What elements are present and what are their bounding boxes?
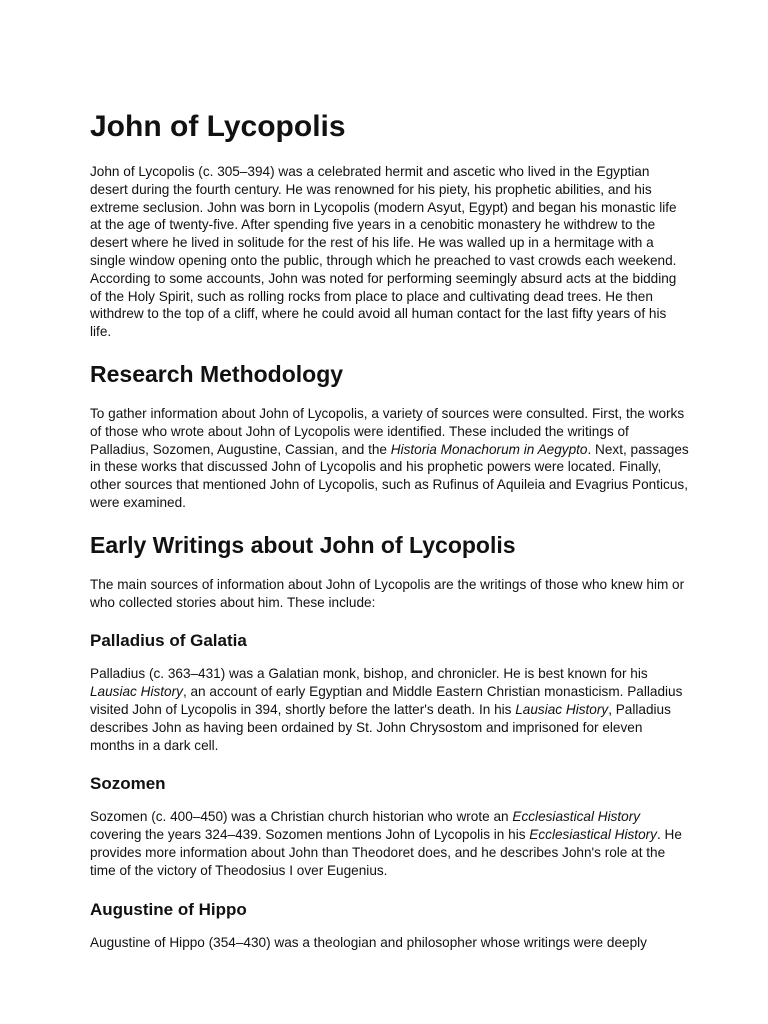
- lausiac-title-2: Lausiac History: [515, 701, 609, 717]
- section-heading-methodology: Research Methodology: [90, 360, 344, 387]
- early-writings-paragraph: The main sources of information about John of Lycopolis are the writings of those who knew him or who collected stories about him. These include:: [90, 576, 685, 610]
- page-title: John of Lycopolis: [90, 110, 346, 143]
- sozomen-text-b: covering the years 324–439. Sozomen mentions John of Lycopolis in his: [90, 827, 530, 843]
- sozomen-paragraph: [90, 808, 690, 879]
- section-heading-early-writings: Early Writings about John of Lycopolis: [90, 531, 516, 558]
- methodology-text-a: To gather information about John of Lycopolis, a variety of sources were consulted. First, the works of those who wrote about John of Lycopolis were identified. These included the writings of Palladius, Sozomen, Augustine, Cassian, and the: [90, 405, 685, 457]
- methodology-paragraph: [90, 405, 690, 512]
- palladius-paragraph: [90, 665, 690, 754]
- subsection-heading-palladius: Palladius of Galatia: [90, 631, 247, 651]
- subsection-heading-sozomen: Sozomen: [90, 774, 166, 794]
- article-body: [90, 106, 690, 969]
- sozomen-text-a: Sozomen (c. 400–450) was a Christian church historian who wrote an: [90, 809, 513, 825]
- subsection-heading-augustine: Augustine of Hippo: [90, 899, 247, 919]
- augustine-paragraph: Augustine of Hippo (354–430) was a theologian and philosopher whose writings were deeply: [90, 934, 647, 950]
- methodology-text-b: . Next, passages in these works that discussed John of Lycopolis and his prophetic powers were located. Finally, other sources that mentioned John of Lycopolis, such as Rufinus of Aquileia and Evagrius Ponticus, were examined.: [90, 441, 689, 510]
- ecclesiastical-title-2: Ecclesiastical History: [529, 827, 657, 843]
- intro-paragraph: John of Lycopolis (c. 305–394) was a celebrated hermit and ascetic who lived in the Egyptian desert during the fourth century. He was renowned for his piety, his prophetic abilities, and his extreme seclusion. John was born in Lycopolis (modern Asyut, Egypt) and began his monastic life at the age of twenty-five. After spending five years in a cenobitic monastery he withdrew to the desert where he lived in solitude for the rest of his life. He was walled up in a hermitage with a single window opening onto the public, through which he preached to vast crowds each weekend. According to some accounts, John was noted for performing seemingly absurd acts at the bidding of the Holy Spirit, such as rolling rocks from place to place and cultivating dead trees. He then withdrew to the top of a cliff, where he could avoid all human contact for the last fifty years of his life.: [90, 164, 677, 340]
- palladius-text-c: , Palladius describes John as having been ordained by St. John Chrysostom and imprisoned for eleven months in a dark cell.: [90, 701, 671, 753]
- historia-title: Historia Monachorum in Aegypto: [390, 441, 588, 457]
- sozomen-text-c: . He provides more information about John than Theodoret does, and he describes John's role at the time of the victory of Theodosius I over Eugenius.: [90, 827, 682, 878]
- palladius-text-b: , an account of early Egyptian and Middle Eastern Christian monasticism. Palladius visited John of Lycopolis in 394, shortly before the latter's death. In his: [90, 684, 683, 717]
- ecclesiastical-title-1: Ecclesiastical History: [512, 809, 641, 825]
- palladius-text-a: Palladius (c. 363–431) was a Galatian monk, bishop, and chronicler. He is best known for his: [90, 666, 648, 682]
- lausiac-title-1: Lausiac History: [90, 684, 183, 700]
